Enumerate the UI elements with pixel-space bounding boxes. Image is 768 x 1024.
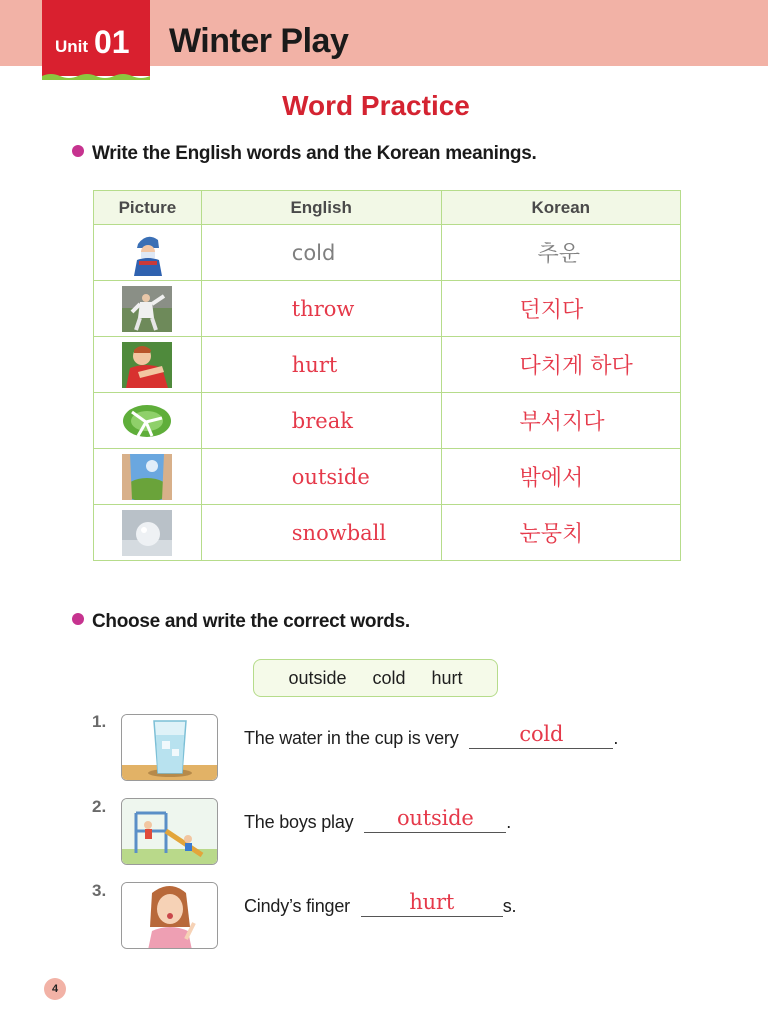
table-row <box>94 449 681 505</box>
header-picture: Picture <box>94 191 202 225</box>
exercise-image <box>121 882 218 949</box>
unit-tab <box>42 0 150 76</box>
glass-of-water-icon <box>122 715 218 781</box>
snowball-icon <box>122 510 172 556</box>
table-row <box>94 337 681 393</box>
table-row <box>94 505 681 561</box>
bullet-icon <box>72 145 84 157</box>
answer-text: hurt <box>409 890 455 914</box>
exercise-image <box>121 714 218 781</box>
unit-title: Winter Play <box>169 22 349 60</box>
unit-number: 01 <box>94 24 130 60</box>
cold-child-icon <box>122 230 172 276</box>
english-word: cold <box>201 225 441 281</box>
unit-label: Unit <box>55 37 89 56</box>
picture-cell <box>94 505 202 561</box>
outside-sky-icon <box>122 454 172 500</box>
english-word: throw <box>201 281 441 337</box>
english-word: hurt <box>201 337 441 393</box>
exercise-number: 1. <box>92 712 107 731</box>
korean-meaning: 눈뭉치 <box>441 505 680 561</box>
answer-text: outside <box>396 806 474 830</box>
wave-decoration-icon <box>42 72 150 80</box>
exercise-sentence: The water in the cup is very cold . <box>244 722 619 748</box>
exercise-number: 3. <box>92 881 107 900</box>
answer-blank <box>469 722 613 749</box>
korean-meaning: 다치게 하다 <box>441 337 680 393</box>
korean-meaning: 던지다 <box>441 281 680 337</box>
picture-cell <box>94 449 202 505</box>
word-option: hurt <box>431 667 463 688</box>
word-option: outside <box>288 667 347 688</box>
header-english: English <box>201 191 441 225</box>
bullet-icon <box>72 613 84 625</box>
exercise-image <box>121 798 218 865</box>
picture-cell <box>94 393 202 449</box>
section-title: Word Practice <box>282 90 470 121</box>
korean-meaning: 부서지다 <box>441 393 680 449</box>
instruction-part2: Choose and write the correct words. <box>72 611 410 633</box>
picture-cell <box>94 225 202 281</box>
hurt-arm-icon <box>122 342 172 388</box>
instruction-part1: Write the English words and the Korean meanings. <box>72 143 537 165</box>
broken-plate-icon <box>122 398 172 444</box>
picture-cell <box>94 337 202 393</box>
exercise-sentence: Cindy’s finger hurt s. <box>244 890 517 916</box>
answer-text: cold <box>519 722 564 746</box>
word-box <box>253 659 498 697</box>
playground-icon <box>122 799 218 865</box>
word-table <box>93 190 681 561</box>
english-word: outside <box>201 449 441 505</box>
page-number: 4 <box>44 978 66 1000</box>
table-row <box>94 225 681 281</box>
table-row <box>94 281 681 337</box>
girl-finger-icon <box>122 883 218 949</box>
exercise-sentence: The boys play outside . <box>244 806 512 832</box>
word-option: cold <box>372 667 406 688</box>
picture-cell <box>94 281 202 337</box>
korean-meaning: 밖에서 <box>441 449 680 505</box>
baseball-throw-icon <box>122 286 172 332</box>
header-korean: Korean <box>441 191 680 225</box>
korean-meaning: 추운 <box>441 225 680 281</box>
english-word: snowball <box>201 505 441 561</box>
english-word: break <box>201 393 441 449</box>
table-header-row <box>94 191 681 225</box>
table-row <box>94 393 681 449</box>
exercise-number: 2. <box>92 797 107 816</box>
